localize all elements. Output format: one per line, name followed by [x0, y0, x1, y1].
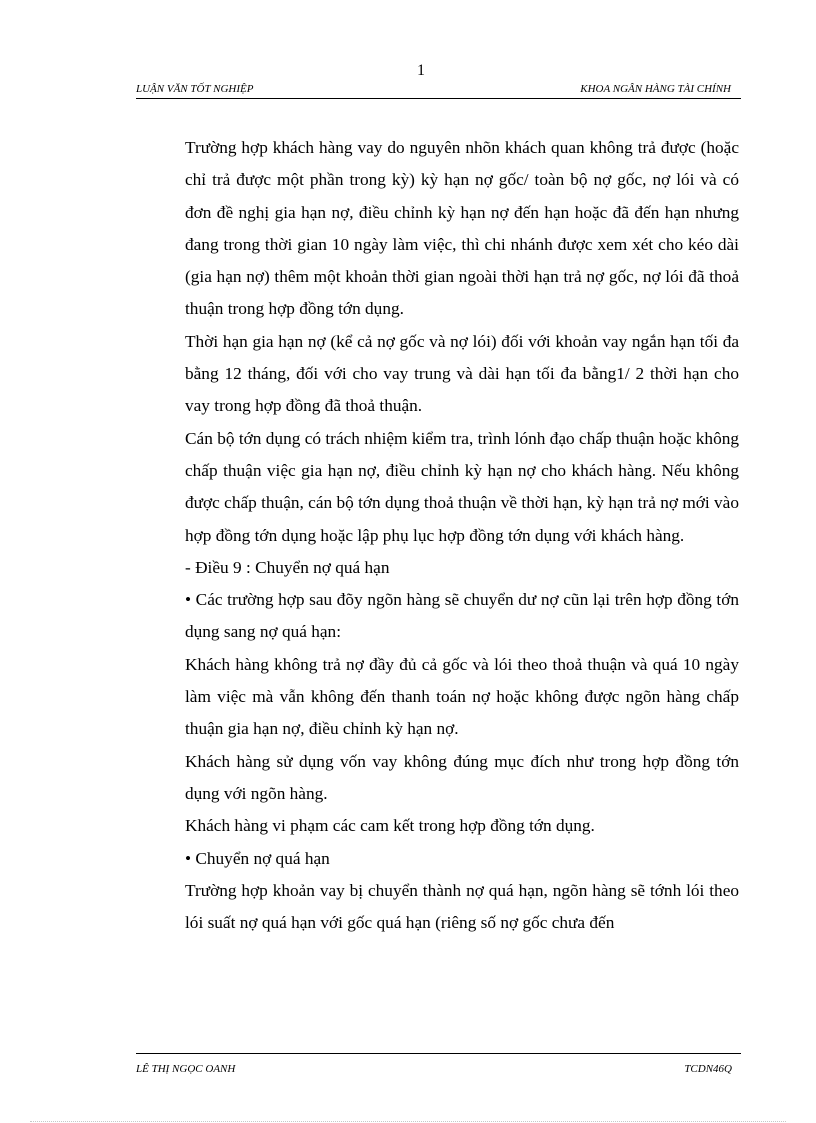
paragraph: Trường hợp khách hàng vay do nguyên nhõn khách quan không trả được (hoặc chỉ trả được một phần trong kỳ) kỳ hạn nợ gốc/ toàn bộ nợ gốc, nợ lói và có đơn đề nghị gia hạn nợ, điều chỉnh kỳ hạn nợ đến hạn hoặc đã đến hạn nhưng đang trong thời gian 10 ngày làm việc, thì chi nhánh được xem xét cho kéo dài (gia hạn nợ) thêm một khoản thời gian ngoài thời hạn trả nợ gốc, nợ lói đã thoả thuận trong hợp đồng tớn dụng.	[185, 138, 739, 319]
document-body	[185, 132, 739, 939]
header-faculty-label: KHOA NGÂN HÀNG TÀI CHÍNH	[580, 83, 731, 95]
paragraph: Trường hợp khoản vay bị chuyển thành nợ quá hạn, ngõn hàng sẽ tớnh lói theo lói suất nợ quá hạn với gốc quá hạn (riêng số nợ gốc chưa đến	[185, 880, 739, 933]
page-footer	[136, 1053, 741, 1074]
paragraph: Khách hàng sử dụng vốn vay không đúng mục đích như trong hợp đồng tớn dụng với ngõn hàng.	[185, 751, 739, 803]
paragraph: Thời hạn gia hạn nợ (kể cả nợ gốc và nợ lói) đối với khoản vay ngắn hạn tối đa bằng 12 tháng, đối với cho vay trung và dài hạn tối đa bằng1/ 2 thời hạn cho vay trong hợp đồng đã thoả thuận.	[185, 331, 739, 416]
page-number: 1	[417, 62, 425, 79]
footer-author-label: LÊ THỊ NGỌC OANH	[136, 1063, 236, 1075]
paragraph: Khách hàng vi phạm các cam kết trong hợp đồng tớn dụng.	[185, 816, 595, 836]
bullet-paragraph: • Các trường hợp sau đõy ngõn hàng sẽ chuyển dư nợ cũn lại trên hợp đồng tớn dụng sang nợ quá hạn:	[185, 590, 739, 642]
section-heading: - Điều 9 : Chuyển nợ quá hạn	[185, 557, 390, 577]
bullet-paragraph: • Chuyển nợ quá hạn	[185, 848, 330, 868]
page-bottom-divider	[30, 1121, 786, 1122]
footer-class-label: TCDN46Q	[684, 1063, 732, 1075]
header-thesis-label: LUẬN VĂN TỐT NGHIỆP	[136, 83, 254, 95]
paragraph: Khách hàng không trả nợ đầy đủ cả gốc và lói theo thoả thuận và quá 10 ngày làm việc mà vẫn không đến thanh toán nợ hoặc không được ngõn hàng chấp thuận gia hạn nợ, điều chỉnh kỳ hạn nợ.	[185, 654, 739, 739]
paragraph: Cán bộ tớn dụng có trách nhiệm kiểm tra, trình lónh đạo chấp thuận hoặc không chấp thuận việc gia hạn nợ, điều chỉnh kỳ hạn nợ cho khách hàng. Nếu không được chấp thuận, cán bộ tớn dụng thoả thuận về thời hạn, kỳ hạn trả nợ mới vào hợp đồng tớn dụng hoặc lập phụ lục hợp đồng tớn dụng với khách hàng.	[185, 428, 739, 545]
page-header	[136, 82, 741, 99]
